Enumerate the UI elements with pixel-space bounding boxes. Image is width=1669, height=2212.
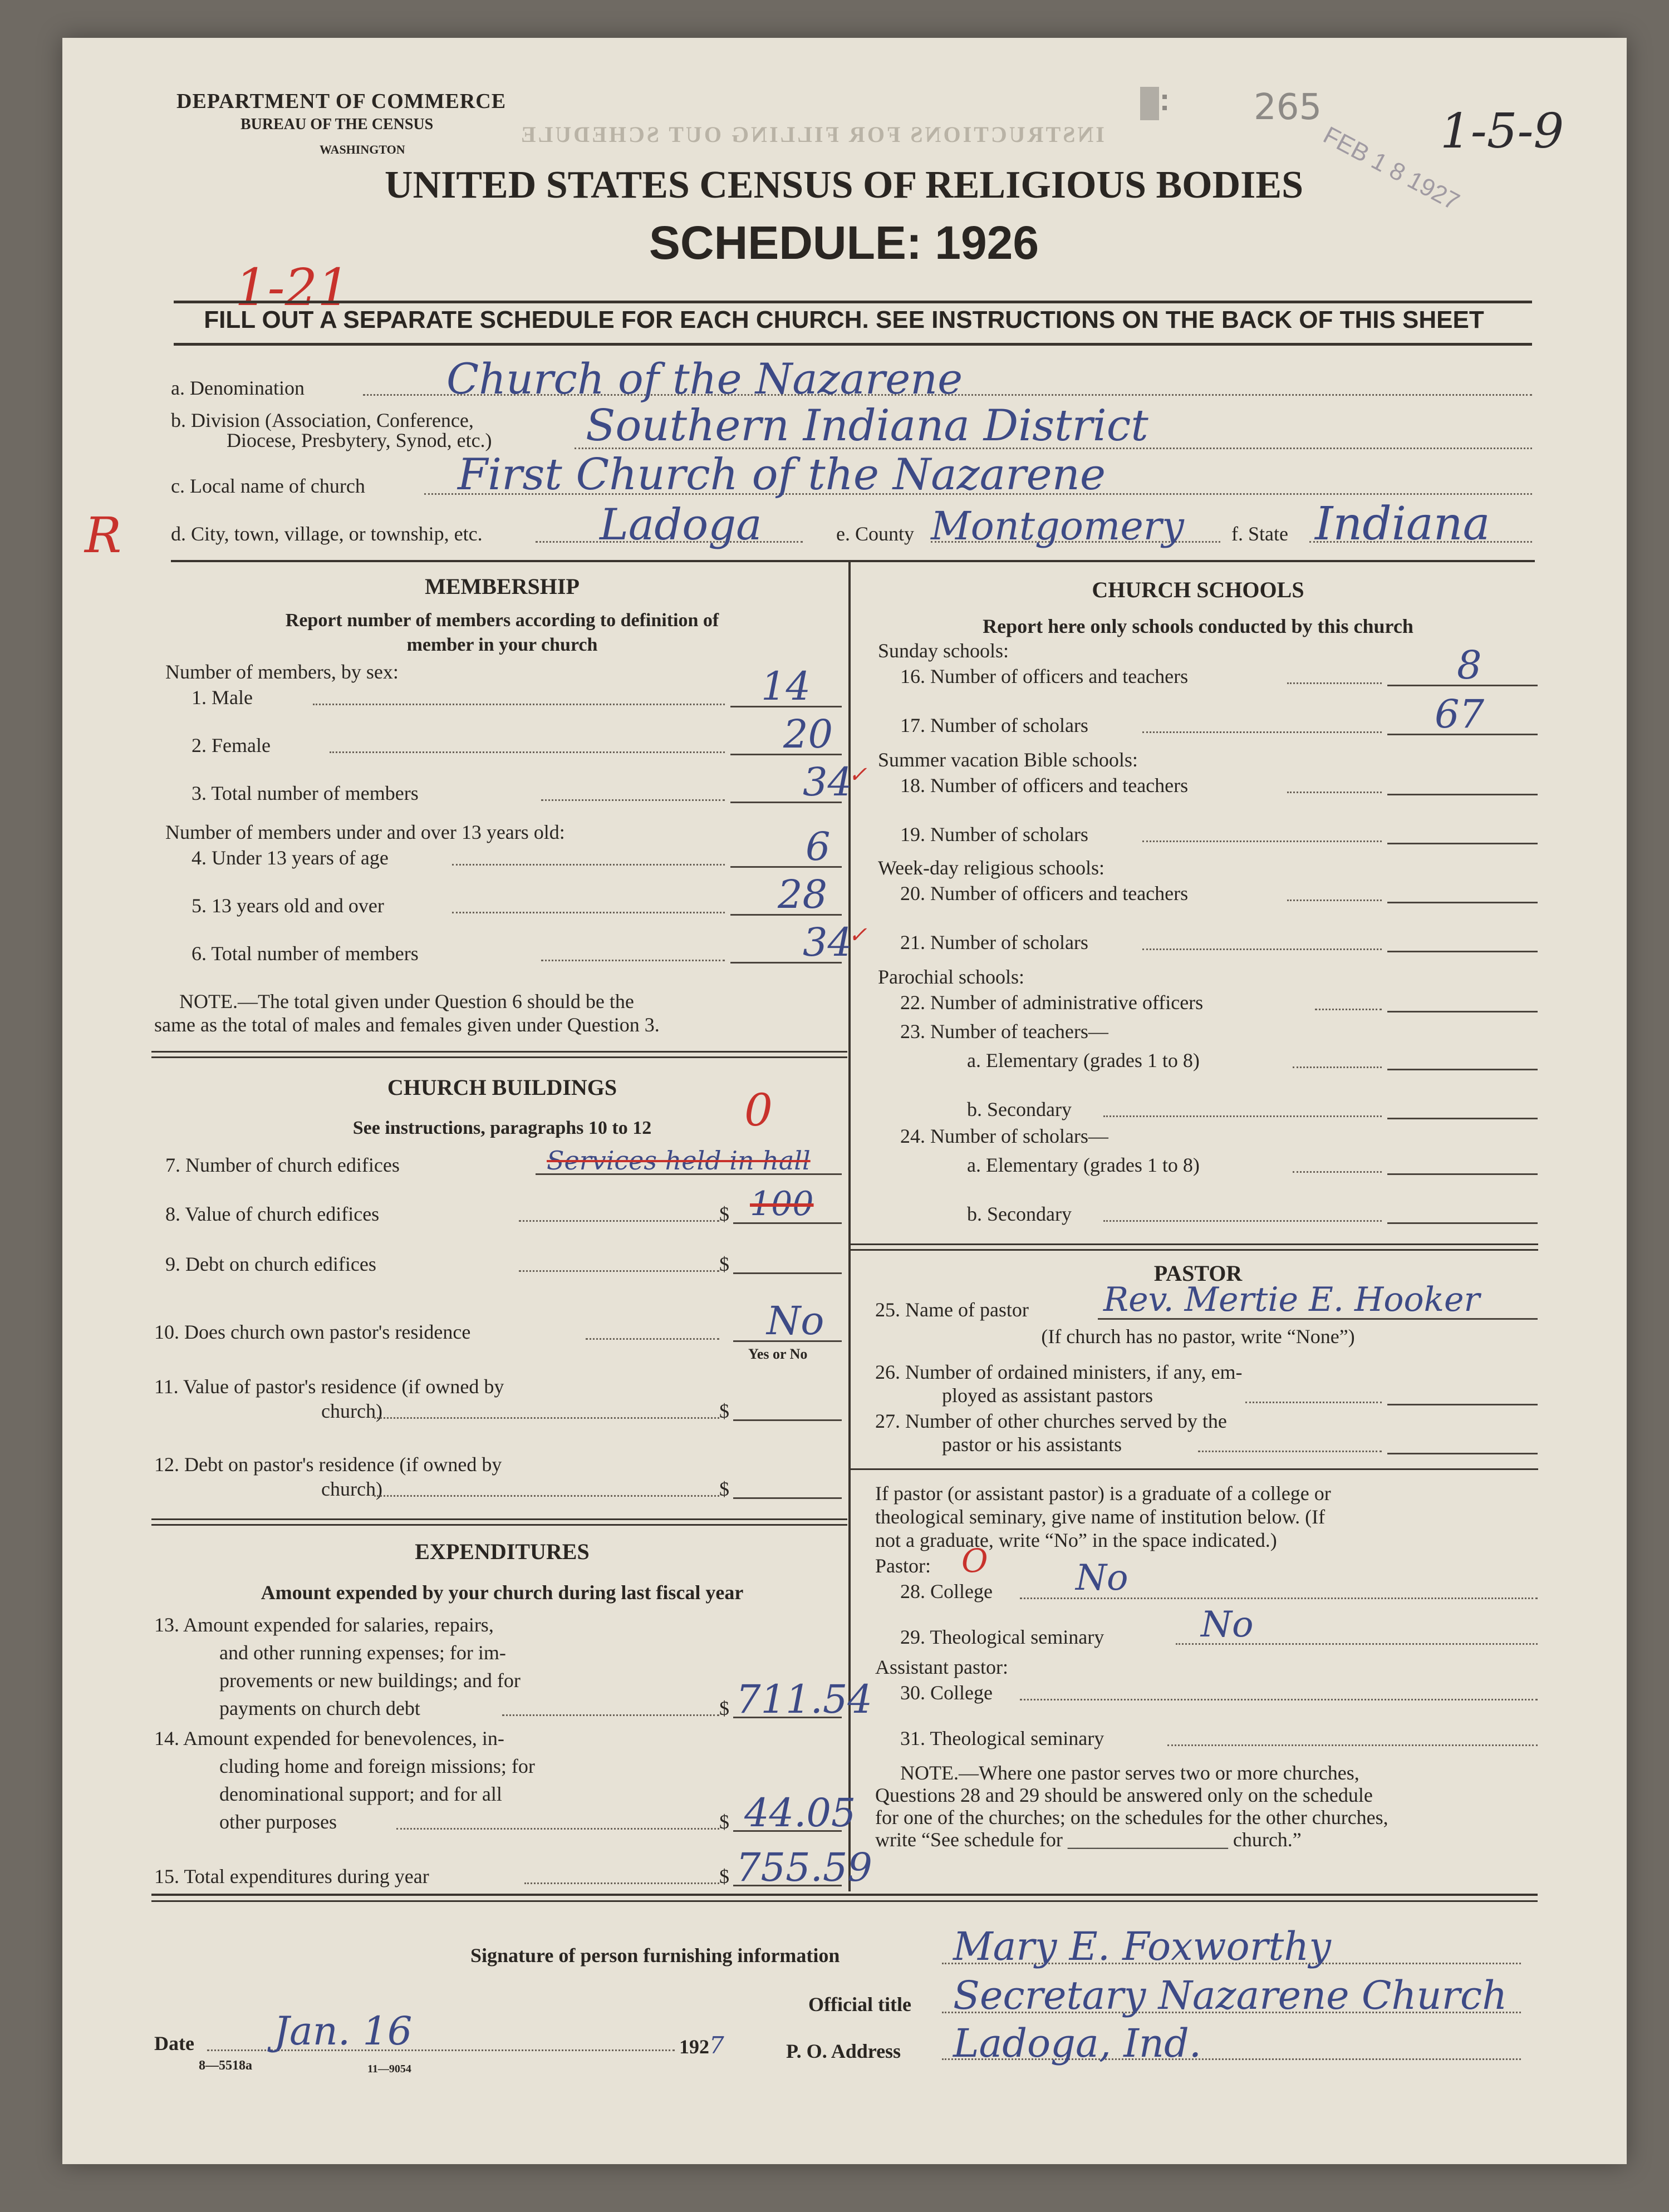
q23-label: 23. Number of teachers— [900,1020,1108,1043]
q12-label-1: 12. Debt on pastor's residence (if owned by [154,1453,502,1476]
q14-dots [396,1828,719,1830]
q25-note-text: (If church has no pastor, write “None”) [1041,1325,1355,1348]
q6-value: 34 [803,920,853,965]
rule-before-expenditures-2 [151,1524,847,1526]
q26-dots [1245,1402,1382,1403]
q5-dots [452,912,725,913]
q15-dollar: $ [719,1865,729,1887]
denomination-label: a. Denomination [171,377,305,399]
q4-dots [452,864,725,866]
print-number: 11—9054 [367,2063,411,2075]
q12-label-2: church) [321,1478,382,1500]
signature-label: Signature of person furnishing information [470,1944,840,1967]
q11-dollar: $ [719,1400,729,1422]
division-label-2: Diocese, Presbytery, Synod, etc.) [227,429,492,451]
q26-label-2: ployed as assistant pastors [942,1384,1153,1407]
pastor-note-3: for one of the churches; on the schedules for the other churches, [875,1806,1388,1828]
q29-label: 29. Theological seminary [900,1626,1105,1648]
rule-before-graduate [851,1468,1538,1470]
q12-dollar: $ [719,1478,729,1500]
q13-dollar: $ [719,1697,729,1719]
q22-answer-line [1387,1011,1538,1012]
q13-label-2: and other running expenses; for im- [219,1641,506,1664]
instruction-text: FILL OUT A SEPARATE SCHEDULE FOR EACH CHURCH. SEE INSTRUCTIONS ON THE BACK OF THIS SHEET [204,306,1484,333]
q8-dots [519,1220,719,1222]
q28-label: 28. College [900,1580,993,1603]
received-stamp-number: 265 [1254,87,1322,128]
q17-dots [1142,731,1382,733]
local-name-value: First Church of the Nazarene [458,450,1106,500]
q3-check-mark: ✓ [848,762,867,787]
q30-label: 30. College [900,1682,993,1704]
state-value: Indiana [1315,498,1490,550]
date-label: Date [154,2032,194,2054]
q22-label: 22. Number of administrative officers [900,991,1204,1014]
q25-label: 25. Name of pastor [875,1299,1029,1321]
weekday-schools-label: Week-day religious schools: [878,857,1105,879]
q7-label: 7. Number of church edifices [165,1154,400,1176]
q21-answer-line [1387,951,1538,952]
q1-label: 1. Male [192,686,253,709]
q27-label-2: pastor or his assistants [942,1433,1122,1456]
rule-before-signature [151,1894,1538,1896]
membership-note-1: NOTE.—The total given under Question 6 should be the [179,990,634,1012]
q24a-dots [1293,1171,1382,1173]
q10-value: No [767,1298,824,1344]
q24b-label: b. Secondary [967,1203,1072,1225]
q2-value: 20 [783,711,833,757]
q15-dots [524,1882,719,1884]
membership-sub2-text: member in your church [406,635,598,655]
q20-label: 20. Number of officers and teachers [900,882,1189,905]
q26-label-1: 26. Number of ordained ministers, if any, em- [875,1361,1243,1383]
q3-label: 3. Total number of members [192,782,419,804]
q11-dots [374,1417,719,1419]
q16-label: 16. Number of officers and teachers [900,665,1189,687]
rule-top [174,301,1532,303]
q19-label: 19. Number of scholars [900,823,1088,846]
q2-dots [330,751,725,753]
q6-label: 6. Total number of members [192,942,419,965]
pastor-note-2: Questions 28 and 29 should be answered only on the schedule [875,1784,1373,1806]
year-prefix: 192 [679,2036,709,2058]
q29-value: No [1201,1604,1254,1645]
small-seal-stamp [1137,83,1170,128]
q9-dollar: $ [719,1253,729,1275]
date-value: Jan. 16 [274,2008,413,2054]
q16-value: 8 [1457,642,1482,688]
q1-value: 14 [761,663,811,709]
pastor-mark: O [961,1542,988,1580]
q15-label: 15. Total expenditures during year [154,1865,429,1887]
q21-label: 21. Number of scholars [900,931,1088,953]
form-number: 8—5518a [199,2058,252,2073]
department-line: DEPARTMENT OF COMMERCE [176,90,507,113]
q14-dollar: $ [719,1811,729,1833]
division-value: Southern Indiana District [586,401,1148,451]
q23b-label: b. Secondary [967,1098,1072,1120]
sunday-schools-label: Sunday schools: [878,640,1009,662]
q20-dots [1287,899,1382,901]
q4-value: 6 [806,824,831,869]
schools-sub-text: Report here only schools conducted by this church [983,615,1413,637]
q21-dots [1142,948,1382,950]
q13-label-4: payments on church debt [219,1697,420,1719]
rule-before-expenditures [151,1518,847,1520]
pastor-note-4: write “See schedule for ________________ church.” [875,1828,1302,1851]
rule-before-buildings [151,1051,847,1053]
q4-label: 4. Under 13 years of age [192,847,389,869]
q7-value: 0 [744,1084,773,1136]
q24b-dots [1103,1220,1382,1222]
yes-or-no-hint: Yes or No [748,1346,808,1362]
schedule-title-text: SCHEDULE: 1926 [649,217,1039,269]
q5-label: 5. 13 years old and over [192,894,384,917]
q27-answer-line [1387,1453,1538,1454]
county-label: e. County [836,523,914,545]
q23b-dots [1103,1115,1382,1117]
q9-answer-line [733,1272,842,1274]
q22-dots [1315,1009,1382,1010]
po-address-label: P. O. Address [786,2040,901,2062]
division-label: b. Division (Association, Conference, [171,409,474,431]
q13-value: 711.54 [736,1677,872,1722]
q14-label-4: other purposes [219,1811,337,1833]
q26-answer-line [1387,1404,1538,1405]
q8-label: 8. Value of church edifices [165,1203,380,1225]
q12-answer-line [733,1497,842,1499]
q28-value: No [1076,1557,1128,1599]
state-label: f. State [1231,523,1288,545]
po-address-value: Ladoga, Ind. [953,2021,1202,2066]
q8-struck-value: 100 [750,1184,814,1223]
signature-value: Mary E. Foxworthy [953,1924,1331,1969]
q31-dots [1167,1744,1538,1746]
q3-value: 34 [803,759,853,805]
q20-answer-line [1387,902,1538,903]
city-line: WASHINGTON [320,142,405,156]
parochial-schools-label: Parochial schools: [878,966,1024,988]
by-sex-label: Number of members, by sex: [165,661,399,683]
assistant-pastor-label: Assistant pastor: [875,1656,1008,1678]
q18-label: 18. Number of officers and teachers [900,774,1189,797]
denomination-value: Church of the Nazarene [446,354,963,404]
q13-label-1: 13. Amount expended for salaries, repairs, [154,1614,494,1636]
graduate-text-3: not a graduate, write “No” in the space indicated.) [875,1529,1277,1551]
pastor-label: Pastor: [875,1555,931,1577]
bureau-line: BUREAU OF THE CENSUS [240,116,434,133]
q16-dots [1287,682,1382,684]
q24a-label: a. Elementary (grades 1 to 8) [967,1154,1200,1176]
q27-dots [1198,1451,1382,1452]
q18-answer-line [1387,794,1538,795]
by-age-label: Number of members under and over 13 years old: [165,821,565,843]
q24b-answer-line [1387,1222,1538,1224]
q17-value: 67 [1435,691,1485,737]
membership-note-2: same as the total of males and females given under Question 3. [154,1014,660,1036]
q13-label-3: provements or new buildings; and for [219,1669,521,1692]
city-value: Ladoga [600,500,762,550]
membership-sub1-text: Report number of members according to definition of [285,610,719,631]
q17-label: 17. Number of scholars [900,714,1088,736]
q1-dots [313,704,725,705]
q19-answer-line [1387,843,1538,844]
expenditures-title-text: EXPENDITURES [415,1539,590,1564]
pastor-title-text: PASTOR [1153,1261,1243,1286]
graduate-text-2: theological seminary, give name of institution below. (If [875,1506,1326,1528]
q9-label: 9. Debt on church edifices [165,1253,376,1275]
q10-label: 10. Does church own pastor's residence [154,1321,471,1343]
r-mark-handwritten: R [85,507,122,564]
census-schedule-sheet [62,38,1627,2164]
q3-dots [541,799,725,801]
official-title-label: Official title [808,1993,911,2016]
local-name-label: c. Local name of church [171,475,365,497]
file-code-handwritten: 1-5-9 [1440,104,1564,159]
rule-before-buildings-2 [151,1056,847,1058]
rule-before-pastor-2 [851,1249,1538,1251]
received-stamp-date: FEB 1 8 1927 [1318,121,1464,216]
schools-title-text: CHURCH SCHOOLS [1092,577,1304,602]
q13-dots [502,1714,719,1716]
buildings-title-text: CHURCH BUILDINGS [387,1075,617,1100]
q11-label-1: 11. Value of pastor's residence (if owned by [154,1375,504,1398]
margin-code-handwritten: 1-21 [235,258,350,317]
rule-after-instruction [174,343,1532,346]
q14-label-2: cluding home and foreign missions; for [219,1755,535,1777]
q8-dollar: $ [719,1203,729,1225]
q5-value: 28 [778,872,828,917]
q12-dots [374,1495,719,1497]
form-title-text: UNITED STATES CENSUS OF RELIGIOUS BODIES [384,164,1304,207]
membership-title-text: MEMBERSHIP [425,574,580,599]
q15-value: 755.59 [736,1845,872,1890]
pastor-note-1: NOTE.—Where one pastor serves two or more churches, [900,1762,1359,1784]
q24a-answer-line [1387,1173,1538,1175]
rule-before-signature-2 [151,1900,1538,1902]
buildings-sub-text: See instructions, paragraphs 10 to 12 [352,1118,652,1138]
bleed-through-text: INSTRUCTIONS FOR FILLING OUT SCHEDULE [519,122,1105,147]
q23a-answer-line [1387,1069,1538,1070]
rule-after-ident [171,560,1535,562]
q14-value: 44.05 [744,1790,856,1836]
q30-dots [1020,1699,1538,1700]
year-digit: 7 [709,2032,724,2059]
graduate-text-1: If pastor (or assistant pastor) is a graduate of a college or [875,1482,1331,1505]
city-label: d. City, town, village, or township, etc. [171,523,483,545]
county-value: Montgomery [931,503,1184,549]
q25-value: Rev. Mertie E. Hooker [1103,1280,1480,1319]
q14-label-1: 14. Amount expended for benevolences, in- [154,1727,504,1749]
q19-dots [1142,840,1382,842]
q10-dots [586,1338,719,1340]
q9-dots [519,1270,719,1272]
q18-dots [1287,792,1382,793]
q11-answer-line [733,1419,842,1421]
q6-dots [541,960,725,961]
q7-struck-value: Services held in hall [547,1146,811,1176]
q11-label-2: church) [321,1400,382,1422]
official-title-value: Secretary Nazarene Church [953,1973,1508,2018]
q23a-label: a. Elementary (grades 1 to 8) [967,1049,1200,1071]
q2-label: 2. Female [192,734,271,756]
rule-before-pastor [851,1243,1538,1245]
q27-label-1: 27. Number of other churches served by the [875,1410,1227,1432]
q14-label-3: denominational support; and for all [219,1783,502,1805]
q24-label: 24. Number of scholars— [900,1125,1108,1147]
seal-stamp-icon [1137,83,1170,128]
q23a-dots [1293,1066,1382,1068]
summer-schools-label: Summer vacation Bible schools: [878,749,1138,771]
q23b-answer-line [1387,1118,1538,1119]
q6-check-mark: ✓ [848,922,867,947]
date-year [679,2032,724,2059]
q31-label: 31. Theological seminary [900,1727,1105,1749]
expenditures-sub-text: Amount expended by your church during last fiscal year [261,1581,744,1604]
